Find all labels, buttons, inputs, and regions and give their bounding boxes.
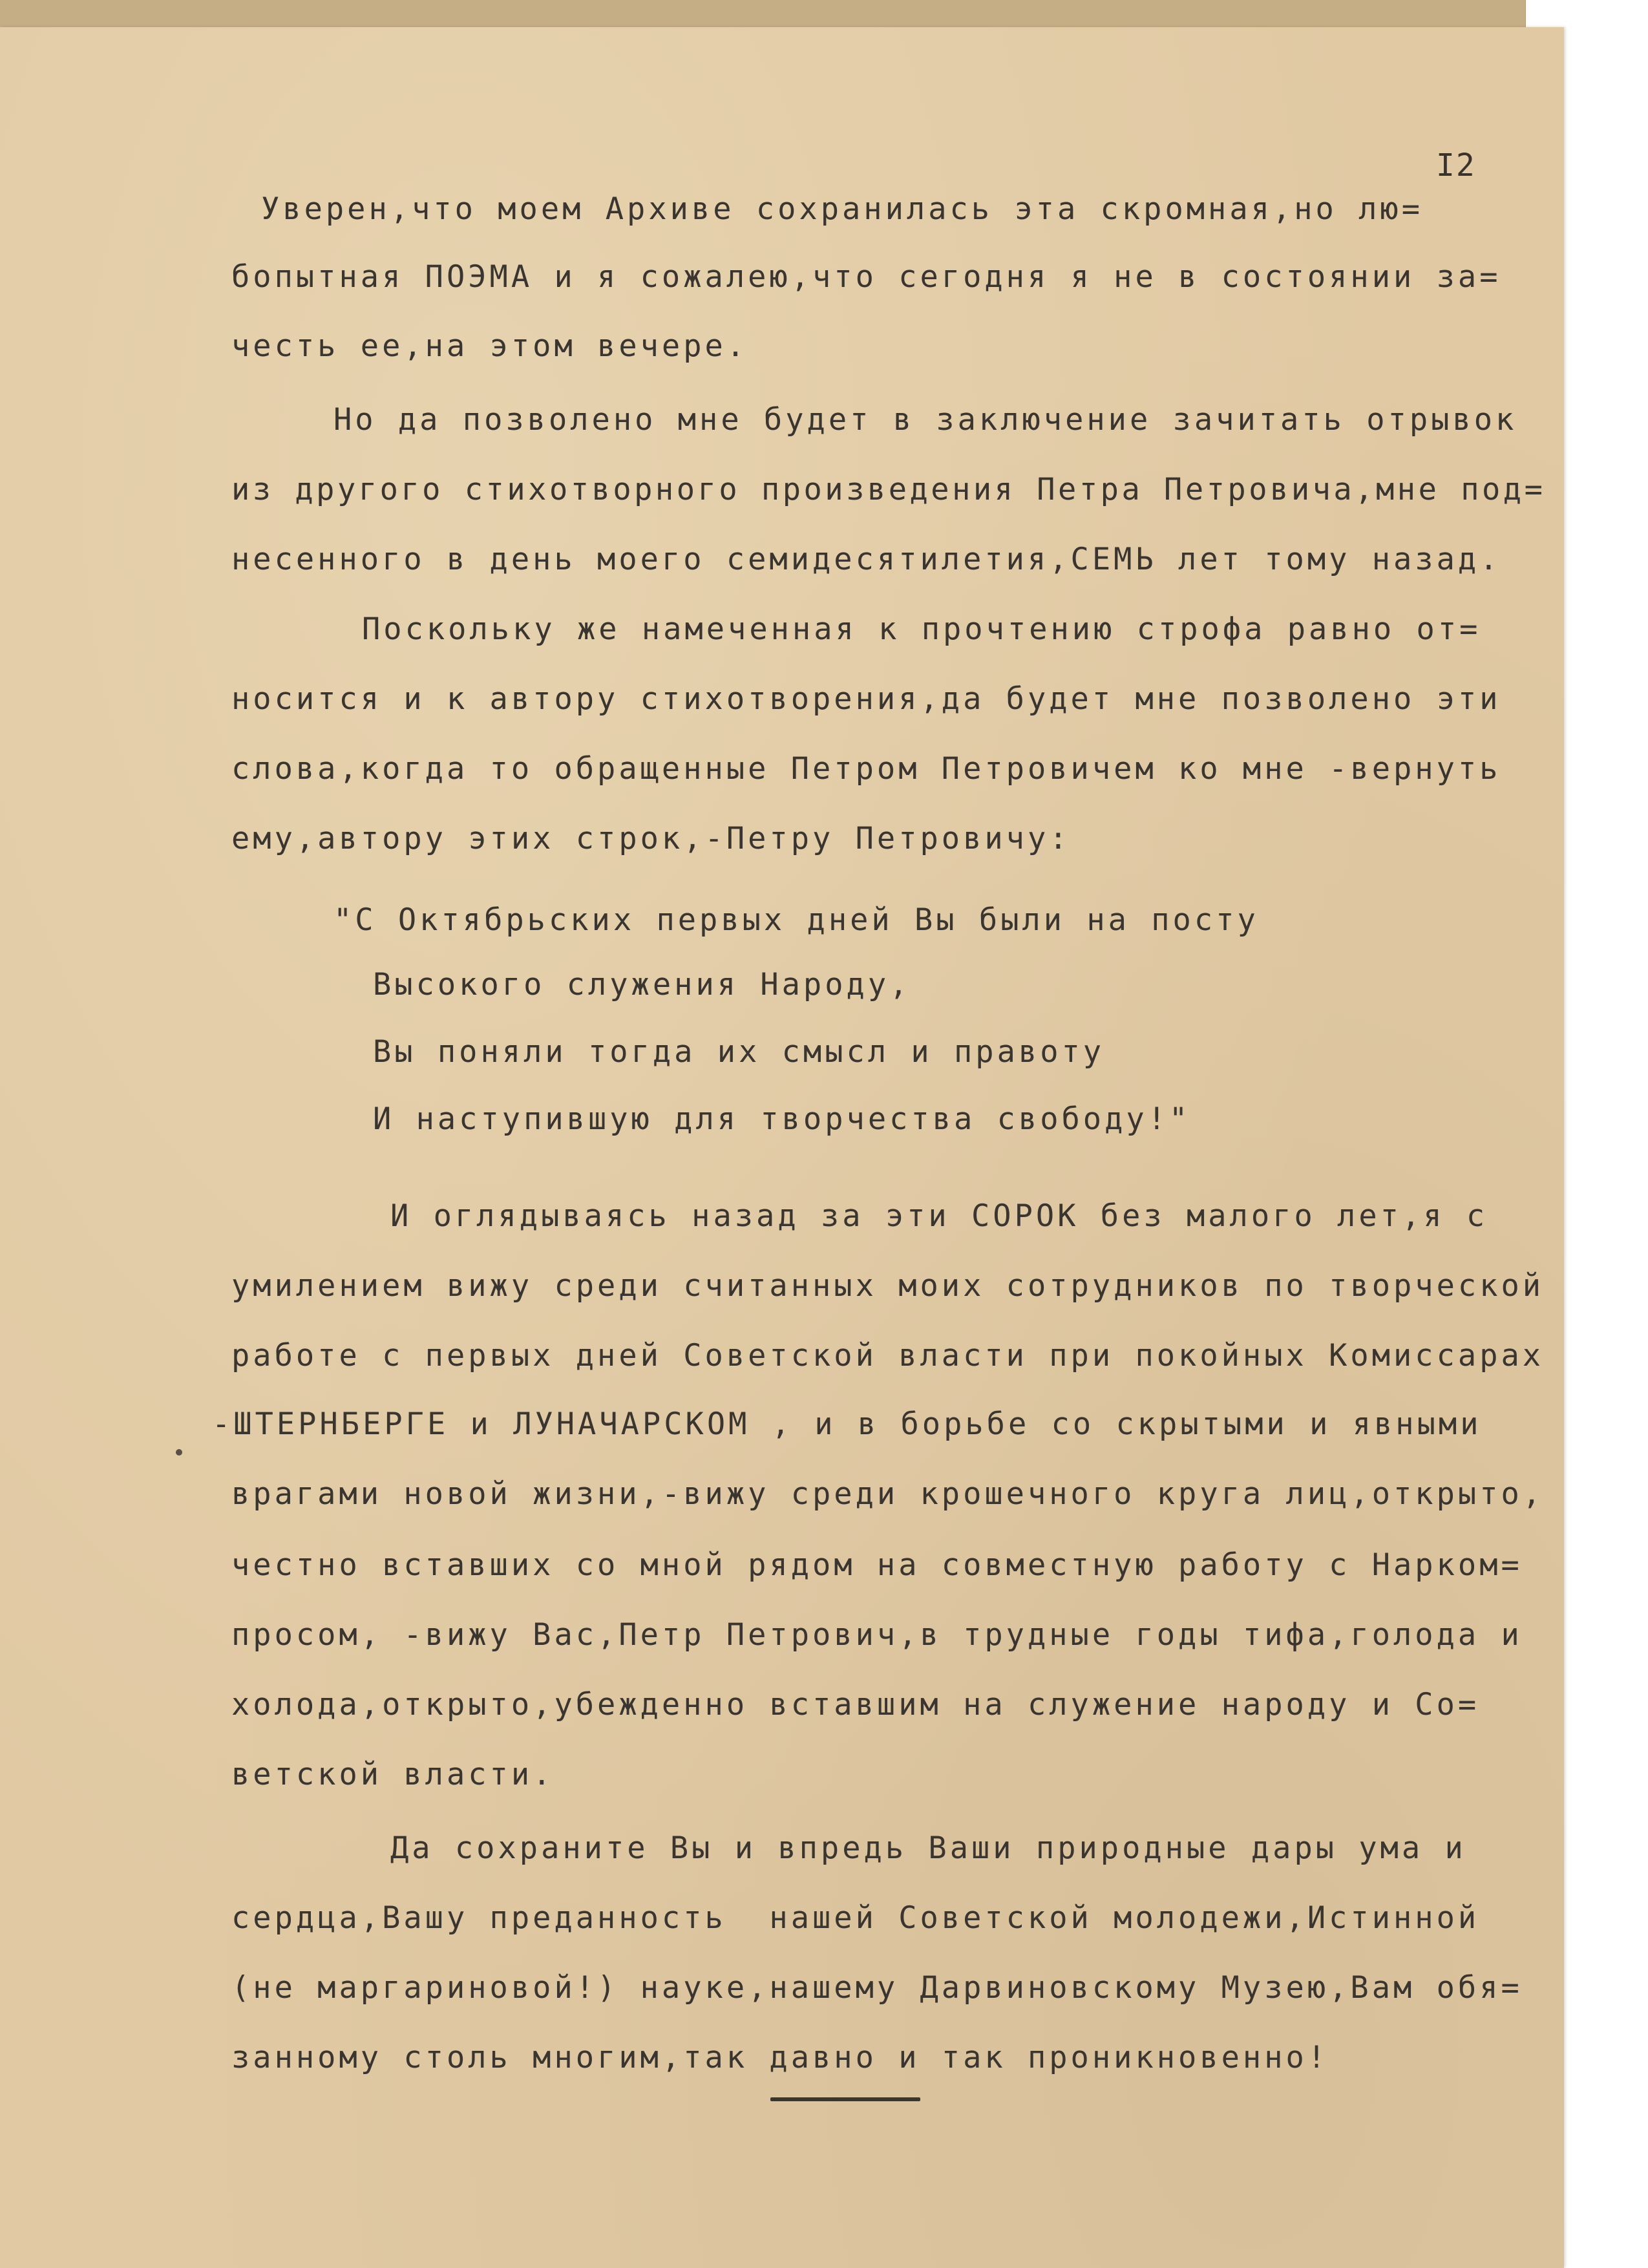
text-line: -ШТЕРНБЕРГЕ и ЛУНАЧАРСКОМ , и в борьбе со скрытыми и явными bbox=[212, 1406, 1482, 1442]
text-line: (не маргариновой!) науке,нашему Дарвиновскому Музею,Вам обя= bbox=[231, 1970, 1523, 2006]
page-number: I2 bbox=[1436, 147, 1476, 184]
margin-mark bbox=[176, 1449, 182, 1456]
text-line: несенного в день моего семидесятилетия,СЕМЬ лет тому назад. bbox=[231, 542, 1501, 577]
text-line: просом, -вижу Вас,Петр Петрович,в трудные годы тифа,голода и bbox=[231, 1617, 1523, 1653]
verse-line: Вы поняли тогда их смысл и правоту bbox=[373, 1034, 1105, 1070]
text-line: ветской власти. bbox=[231, 1757, 555, 1792]
text-line: Да сохраните Вы и впредь Ваши природные дары ума и bbox=[390, 1830, 1466, 1866]
verse-line: Высокого служения Народу, bbox=[373, 967, 911, 1002]
text-line: сердца,Вашу преданность нашей Советской молодежи,Истинной bbox=[231, 1900, 1480, 1936]
text-line: честно вставших со мной рядом на совместную работу с Нарком= bbox=[231, 1547, 1523, 1583]
verse-line: "С Октябрьских первых дней Вы были на посту bbox=[333, 902, 1259, 938]
end-rule bbox=[770, 2097, 920, 2101]
text-line: Но да позволено мне будет в заключение зачитать отрывок bbox=[333, 402, 1517, 438]
text-line: врагами новой жизни,-вижу среди крошечного круга лиц,открыто, bbox=[231, 1476, 1545, 1512]
text-line: холода,открыто,убежденно вставшим на служение народу и Со= bbox=[231, 1687, 1480, 1722]
verse-line: И наступившую для творчества свободу!" bbox=[373, 1101, 1191, 1137]
text-line: Поскольку же намеченная к прочтению строфа равно от= bbox=[362, 611, 1481, 647]
text-line: слова,когда то обращенные Петром Петровичем ко мне -вернуть bbox=[231, 751, 1501, 787]
text-line: И оглядываясь назад за эти СОРОК без малого лет,я с bbox=[390, 1198, 1488, 1234]
text-line: занному столь многим,так давно и так проникновенно! bbox=[231, 2040, 1329, 2075]
text-line: честь ее,на этом вечере. bbox=[231, 328, 748, 364]
text-line: работе с первых дней Советской власти при покойных Комиссарах bbox=[231, 1338, 1545, 1373]
text-line: Уверен,что моем Архиве сохранилась эта скромная,но лю= bbox=[261, 191, 1424, 227]
text-line: бопытная ПОЭМА и я сожалею,что сегодня я не в состоянии за= bbox=[231, 259, 1501, 295]
text-line: ему,автору этих строк,-Петру Петровичу: bbox=[231, 821, 1071, 856]
text-line: из другого стихотворного произведения Петра Петровича,мне под= bbox=[231, 472, 1546, 507]
text-line: носится и к автору стихотворения,да будет мне позволено эти bbox=[231, 681, 1501, 717]
typewritten-page bbox=[0, 27, 1564, 2268]
text-line: умилением вижу среди считанных моих сотрудников по творческой bbox=[231, 1268, 1545, 1304]
